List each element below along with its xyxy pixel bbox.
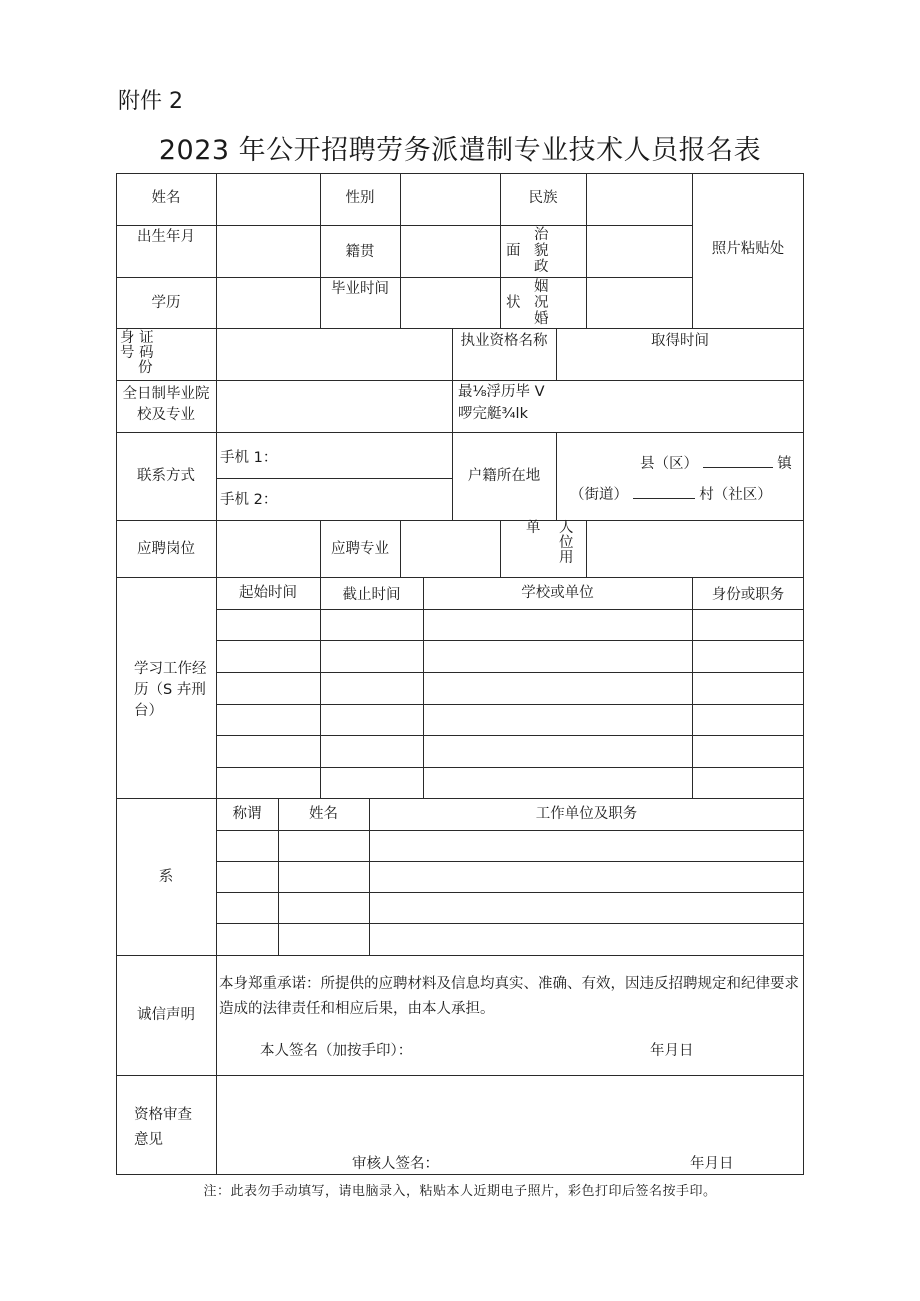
town-label: 镇 bbox=[777, 456, 792, 472]
grid-line bbox=[216, 830, 804, 831]
grid-line bbox=[116, 1174, 804, 1175]
label-name: 姓名 bbox=[151, 190, 181, 206]
label-graduation-time: 毕业时间 bbox=[331, 281, 389, 297]
field-fulltime-school[interactable] bbox=[217, 381, 452, 432]
label-political-char: 治 bbox=[534, 227, 549, 243]
grid-line bbox=[116, 432, 804, 433]
label-county bbox=[640, 453, 792, 473]
grid-line bbox=[216, 767, 804, 768]
label-native-place: 籍贯 bbox=[345, 244, 375, 260]
label-marital-char: 况 bbox=[534, 295, 549, 311]
field-graduation-time[interactable] bbox=[401, 278, 500, 328]
header-school-or-unit: 学校或单位 bbox=[521, 585, 594, 601]
label-apply-post: 应聘岗位 bbox=[137, 541, 195, 557]
reviewer-signature-date: 年月日 bbox=[690, 1156, 734, 1172]
label-family: 系 bbox=[158, 869, 174, 885]
label-garbled: 最⅛浮历毕 V bbox=[458, 384, 545, 400]
label-id-number: 号 码 bbox=[120, 345, 154, 361]
reviewer-signature-label: 审核人签名： bbox=[352, 1156, 439, 1172]
grid-line bbox=[116, 173, 117, 1175]
label-unit-use: 位 bbox=[559, 535, 574, 551]
integrity-statement: 本身郑重承诺：所提供的应聘材料及信息均真实、准确、有效，因违反招聘规定和纪律要求造成的法律责任和相应后果，由本人承担。 bbox=[219, 976, 799, 1018]
label-phone-1: 手机 1： bbox=[220, 450, 278, 466]
field-photo[interactable] bbox=[693, 174, 803, 328]
header-relation: 称谓 bbox=[232, 806, 262, 822]
registration-form bbox=[116, 173, 804, 1175]
label-political-char: 貌 bbox=[534, 243, 549, 259]
field-apply-major[interactable] bbox=[401, 521, 500, 577]
grid-line bbox=[556, 432, 557, 520]
label-id-number: 份 bbox=[138, 360, 153, 376]
field-gender[interactable] bbox=[401, 174, 500, 225]
header-start-time: 起始时间 bbox=[239, 585, 297, 601]
label-marital-status: 状 bbox=[506, 295, 521, 311]
label-qualification-name: 执业资格名称 bbox=[460, 333, 548, 349]
form-title: 2023 年公开招聘劳务派遣制专业技术人员报名表 bbox=[158, 135, 762, 166]
header-family-name: 姓名 bbox=[309, 806, 338, 822]
grid-line bbox=[216, 704, 804, 705]
label-marital-char: 婚 bbox=[534, 311, 549, 327]
grid-line bbox=[216, 861, 804, 862]
label-unit-use: 人 bbox=[559, 520, 574, 536]
village-label: 村（社区） bbox=[699, 487, 772, 503]
grid-line bbox=[216, 923, 804, 924]
grid-line bbox=[216, 640, 804, 641]
label-phone-2: 手机 2： bbox=[220, 492, 278, 508]
label-apply-major: 应聘专业 bbox=[331, 541, 389, 557]
label-education: 学历 bbox=[151, 295, 181, 311]
label-ethnicity: 民族 bbox=[528, 190, 558, 206]
label-obtain-time: 取得时间 bbox=[651, 333, 709, 349]
field-highest-education[interactable] bbox=[557, 381, 803, 432]
label-political-char: 政 bbox=[534, 259, 549, 275]
label-experience: 学习工作经历（S 卉刑台） bbox=[134, 661, 207, 720]
grid-line bbox=[452, 328, 453, 520]
street-blank[interactable] bbox=[633, 484, 695, 499]
grid-line bbox=[500, 520, 501, 577]
label-fulltime-school: 全日制毕业院校及专业 bbox=[122, 386, 210, 424]
label-id-number: 身 证 bbox=[120, 330, 154, 346]
photo-placeholder: 照片粘贴处 bbox=[711, 241, 785, 257]
header-family-work: 工作单位及职务 bbox=[535, 806, 638, 822]
grid-line bbox=[216, 735, 804, 736]
grid-line bbox=[216, 892, 804, 893]
attachment-label: 附件 2 bbox=[118, 89, 183, 114]
field-birth-date[interactable] bbox=[217, 226, 320, 277]
label-political-face: 面 bbox=[506, 243, 521, 259]
field-id-number[interactable] bbox=[217, 329, 452, 380]
field-unit-use[interactable] bbox=[587, 521, 803, 577]
grid-line bbox=[803, 173, 804, 1175]
header-end-time: 截止时间 bbox=[342, 587, 401, 603]
field-native-place[interactable] bbox=[401, 226, 500, 277]
field-apply-post[interactable] bbox=[217, 521, 320, 577]
field-ethnicity[interactable] bbox=[587, 174, 692, 225]
label-garbled: 啰完艇¾lk bbox=[458, 406, 528, 422]
street-label: （街道） bbox=[570, 487, 628, 503]
grid-line bbox=[116, 798, 804, 799]
label-contact: 联系方式 bbox=[137, 468, 195, 484]
label-review: 资格审查意见 bbox=[134, 1107, 192, 1148]
grid-line bbox=[423, 577, 424, 798]
footnote: 注：此表勿手动填写，请电脑录入，粘贴本人近期电子照片，彩色打印后签名按手印。 bbox=[203, 1184, 717, 1199]
grid-line bbox=[116, 955, 804, 956]
grid-line bbox=[320, 520, 321, 798]
county-blank[interactable] bbox=[703, 453, 773, 468]
label-household: 户籍所在地 bbox=[467, 468, 541, 484]
field-phone-1[interactable] bbox=[276, 433, 452, 478]
field-political-status[interactable] bbox=[587, 226, 692, 277]
grid-line bbox=[692, 577, 693, 798]
header-role: 身份或职务 bbox=[711, 587, 785, 603]
label-marital-char: 姻 bbox=[534, 279, 549, 295]
label-gender: 性别 bbox=[345, 190, 375, 206]
grid-line bbox=[216, 672, 804, 673]
field-phone-2[interactable] bbox=[276, 479, 452, 520]
grid-line bbox=[116, 577, 804, 578]
field-education[interactable] bbox=[217, 278, 320, 328]
label-unit-use: 单 bbox=[526, 520, 541, 536]
self-signature-label: 本人签名（加按手印）： bbox=[260, 1043, 413, 1059]
self-signature-date: 年月日 bbox=[650, 1043, 694, 1059]
label-street bbox=[570, 484, 772, 504]
label-integrity: 诚信声明 bbox=[137, 1007, 195, 1023]
label-birth-date: 出生年月 bbox=[137, 229, 195, 245]
label-unit-use: 用 bbox=[559, 550, 574, 566]
county-label: 县（区） bbox=[640, 456, 698, 472]
grid-line bbox=[216, 609, 804, 610]
field-marital-status[interactable] bbox=[587, 278, 692, 328]
field-review-opinion[interactable] bbox=[217, 1076, 803, 1146]
field-name[interactable] bbox=[217, 174, 320, 225]
